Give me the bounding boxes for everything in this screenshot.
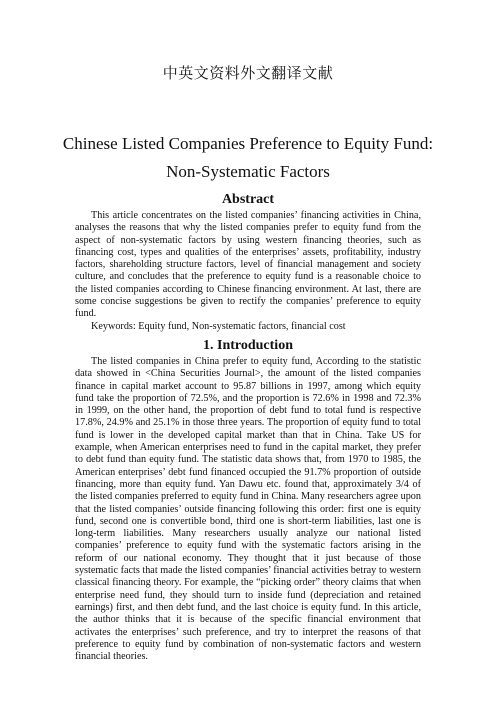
paper-title-line-1: Chinese Listed Companies Preference to Equity Fund: [62, 134, 434, 153]
chinese-doc-title: 中英文资料外文翻译文献 [162, 64, 334, 82]
keywords-line: Keywords: Equity fund, Non-systematic factors, financial cost [91, 320, 346, 332]
abstract-paragraph: This article concentrates on the listed companies’ financing activities in China, analyses the reasons that why the listed companies prefer to equity fund from the aspect of non-systematic factors by using western financing theories, such as financing cost, types and qualities of the enterprises’ assets, profitability, industry factors, shareholding structure factors, level of financial management and society culture, and concludes that the preference to equity fund is a reasonable choice to the listed companies according to Chinese financing environment. At last, there are some concise suggestions be given to rectify the companies’ preference to equity fund. [75, 210, 421, 320]
abstract-heading: Abstract [221, 192, 275, 207]
introduction-paragraph: The listed companies in China prefer to equity fund, According to the statistic data showed in <China Securities Journal>, the amount of the listed companies finance in capital market account to 95.87 billions in 1997, among which equity fund take the proportion of 72.5%, and the proportion is 72.6% in 1998 and 72.3% in 1999, on the other hand, the proportion of debt fund to total fund is respective 17.8%, 24.9% and 25.1% in those three years. The proportion of equity fund to total fund is lower in the developed capital market than that in China. Take US for example, when American enterprises need to fund in the capital market, they prefer to debt fund than equity fund. The statistic data shows that, from 1970 to 1985, the American enterprises’ debt fund financed occupied the 91.7% proportion of outside financing, more than equity fund. Yan Dawu etc. found that, approximately 3/4 of the listed companies preferred to equity fund in China. Many researchers agree upon that the listed companies’ outside financing following this order: first one is equity fund, second one is convertible bond, third one is short-term liabilities, last one is long-term liabilities. Many researchers usually analyze our national listed companies’ preference to equity fund with the systematic factors arising in the reform of our national economy. They thought that it just because of those systematic facts that made the listed companies’ financial activities betray to western classical financing theory. For example, the “picking order” theory claims that when enterprise need fund, they should turn to inside fund (depreciation and retained earnings) first, and then debt fund, and the last choice is equity fund. In this article, the author thinks that it is because of the specific financial environment that activates the enterprises’ such preference, and try to interpret the reasons of that preference to equity fund by combination of non-systematic factors and western financial theories. [75, 356, 421, 663]
abstract-section [75, 210, 421, 333]
introduction-heading: 1. Introduction [203, 338, 293, 353]
introduction-section [75, 356, 421, 663]
paper-title-line-2: Non-Systematic Factors [166, 162, 330, 181]
